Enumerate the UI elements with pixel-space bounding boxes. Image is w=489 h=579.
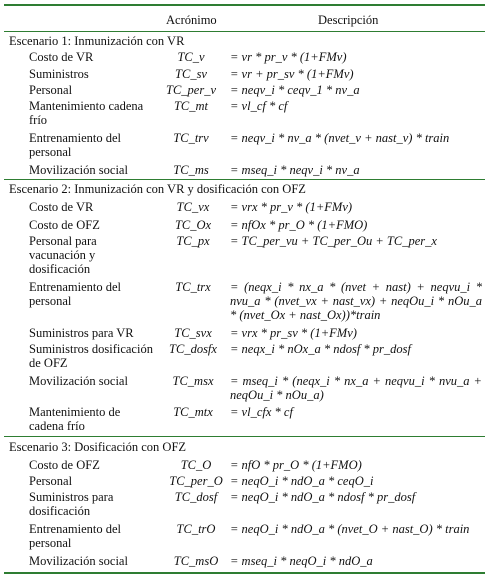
- row-formula: = neqO_i * ndO_a * (nvet_O + nast_O) * train: [230, 522, 470, 536]
- row-acronym: TC_O: [180, 458, 212, 472]
- row-formula: = vrx * pr_sv * (1+FMv): [230, 326, 357, 340]
- row-acronym: TC_px: [176, 234, 210, 248]
- row-acronym: TC_ms: [173, 163, 209, 177]
- row-formula: = vr * pr_v * (1+FMv): [230, 50, 347, 64]
- row-label: Costo de OFZ: [29, 218, 100, 232]
- row-label: Personal: [29, 83, 73, 97]
- row-label: Movilización social: [29, 374, 128, 388]
- row-acronym: TC_per_O: [169, 474, 223, 488]
- row-formula: = neqO_i * ndO_a * ndosf * pr_dosf: [230, 490, 416, 504]
- scenario-title: Escenario 1: Inmunización con VR: [9, 34, 185, 48]
- row-label: Mantenimiento cadena frío: [29, 99, 144, 127]
- row-acronym: TC_Ox: [174, 218, 212, 232]
- row-formula: = (neqx_i * nx_a * (nvet + nast) + neqvu_i * nvu_a * (nvet_vx + nast_vx) + neqOu_i * nOu_a * (nvet_Ox + nast_Ox))*train: [230, 280, 482, 322]
- row-label: Suministros dosificación de OFZ: [29, 342, 153, 370]
- section-rule: [4, 179, 485, 180]
- row-formula: = TC_per_vu + TC_per_Ou + TC_per_x: [230, 234, 437, 248]
- row-label: Costo de VR: [29, 50, 94, 64]
- row-acronym: TC_msx: [172, 374, 214, 388]
- row-formula: = mseq_i * neqv_i * nv_a: [230, 163, 360, 177]
- row-label: Personal: [29, 474, 73, 488]
- header-acronym: Acrónimo: [166, 13, 217, 27]
- row-label: Entrenamiento del personal: [29, 280, 121, 308]
- row-acronym: TC_dosfx: [169, 342, 217, 356]
- row-label: Costo de VR: [29, 200, 94, 214]
- row-acronym: TC_msO: [173, 554, 219, 568]
- row-acronym: TC_mtx: [173, 405, 213, 419]
- row-acronym: TC_per_v: [166, 83, 216, 97]
- row-acronym: TC_trO: [176, 522, 216, 536]
- scenario-title: Escenario 2: Inmunización con VR y dosificación con OFZ: [9, 182, 306, 196]
- row-label: Suministros: [29, 67, 89, 81]
- row-label: Personal para vacunación y dosificación: [29, 234, 97, 276]
- header-description: Descripción: [318, 13, 379, 27]
- row-formula: = neqv_i * nv_a * (nvet_v + nast_v) * train: [230, 131, 450, 145]
- row-acronym: TC_vx: [176, 200, 210, 214]
- section-rule: [4, 436, 485, 437]
- row-label: Movilización social: [29, 554, 128, 568]
- row-formula: = vrx * pr_v * (1+FMv): [230, 200, 353, 214]
- scenario-title: Escenario 3: Dosificación con OFZ: [9, 440, 187, 454]
- row-formula: = vr + pr_sv * (1+FMv): [230, 67, 354, 81]
- row-label: Costo de OFZ: [29, 458, 100, 472]
- row-acronym: TC_sv: [175, 67, 207, 81]
- row-formula: = vl_cf * cf: [230, 99, 288, 113]
- row-acronym: TC_trv: [173, 131, 209, 145]
- row-acronym: TC_trx: [175, 280, 211, 294]
- row-formula: = nfOx * pr_O * (1+FMO): [230, 218, 368, 232]
- row-acronym: TC_svx: [174, 326, 212, 340]
- row-formula: = vl_cfx * cf: [230, 405, 293, 419]
- top-rule: [4, 4, 485, 6]
- row-label: Movilización social: [29, 163, 128, 177]
- row-acronym: TC_dosf: [174, 490, 218, 504]
- row-label: Entrenamiento del personal: [29, 522, 121, 550]
- bottom-rule: [4, 572, 485, 574]
- row-formula: = neqv_i * ceqv_1 * nv_a: [230, 83, 360, 97]
- row-acronym: TC_v: [177, 50, 205, 64]
- row-label: Mantenimiento de cadena frío: [29, 405, 121, 433]
- row-formula: = nfO * pr_O * (1+FMO): [230, 458, 362, 472]
- row-formula: = neqO_i * ndO_a * ceqO_i: [230, 474, 374, 488]
- row-formula: = mseq_i * neqO_i * ndO_a: [230, 554, 373, 568]
- header-rule: [4, 31, 485, 32]
- row-formula: = neqx_i * nOx_a * ndosf * pr_dosf: [230, 342, 411, 356]
- row-label: Entrenamiento del personal: [29, 131, 121, 159]
- row-acronym: TC_mt: [173, 99, 209, 113]
- row-formula: = mseq_i * (neqx_i * nx_a + neqvu_i * nvu_a + neqOu_i * nOu_a): [230, 374, 482, 402]
- row-label: Suministros para VR: [29, 326, 134, 340]
- row-label: Suministros para dosificación: [29, 490, 114, 518]
